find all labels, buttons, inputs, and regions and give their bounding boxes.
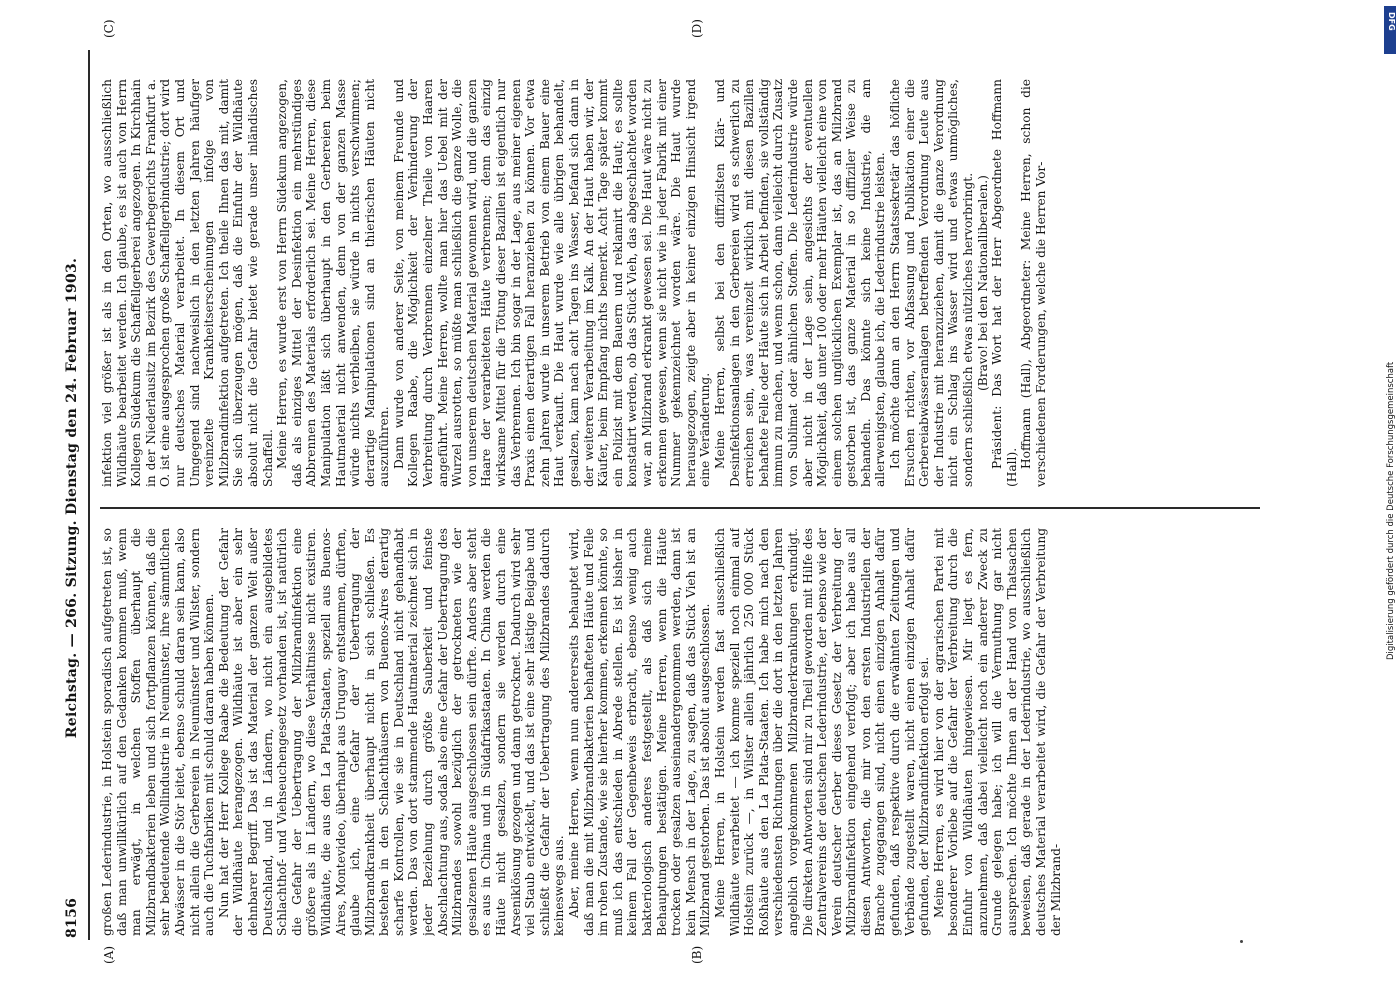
running-title: Reichstag. — 266. Sitzung. Dienstag den 24. Februar 1903.	[64, 257, 80, 739]
digitization-credit: Digitalisierung gefördert durch die Deutsche Forschungsgemeinschaft	[1386, 361, 1396, 660]
margin-marker-b: (B)	[690, 945, 704, 964]
scan-speck	[1240, 940, 1243, 943]
paragraph: Meine Herren, selbst bei den diffizilsten Klär- und Desinfektionsanlagen in den Gerbereien wird es schwerlich zu erreichen sein, was vereinzelt wirklich mit diesen Bazillen behaftete Felle oder Häute sich in Arbeit befinden, sie vollständig immun zu machen, und wenn schon, dann vielleicht durch Zusatz von Sublimat oder ähnlichen Stoffen. Die Lederindustrie würde aber nicht in der Lage sein, angesichts der eventuellen Möglichkeit, daß unter 100 oder mehr Häuten vielleicht eine von einem solchen unglücklichen Exemplar ist, das an Milzbrand gestorben ist, das ganze Material in so diffiziler Weise zu behandeln. Das könnte sich keine Industrie, die am allerwenigsten, glaube ich, die Lederindustrie leisten.	[712, 79, 888, 487]
paragraph: großen Lederindustrie, in Holstein sporadisch aufgetreten ist, so daß man unwillkürlich auf den Gedanken kommen muß, wenn man erwägt, in welchen Stoffen überhaupt die Milzbrandbakterien leben und sich fortpflanzen können, daß die sehr bedeutende Wollindustrie in Neumünster, ihre sämmtlichen Abwässer in die Stör leitet, ebenso schuld daran sein kann, also nicht allein die Gerbereien in Neumünster und Wilster, sondern auch die Tuchfabriken mit schuld daran haben können.	[100, 528, 217, 936]
column-divider	[100, 507, 1260, 509]
speaker-statement: Hoffmann (Hall), Abgeordneter: Meine Herren, schon die verschiedenen Forderungen, welche die Herren Vor-	[1019, 79, 1048, 487]
left-text-column	[100, 528, 1260, 936]
margin-marker-d: (D)	[690, 19, 704, 38]
paragraph: Ich möchte dann an den Herrn Staatssekretär das höfliche Ersuchen richten, vor Abfassung und Publikation einer die Gerbereiabwässeranlagen betreffenden Verordnung Leute aus der Industrie mit heranzuziehen, damit die ganze Verordnung nicht ein Schlag ins Wasser wird und etwas unmögliches, sondern schließlich etwas nützliches hervorbringt.	[888, 79, 976, 487]
margin-marker-c: (C)	[102, 19, 116, 38]
paragraph: Aber, meine Herren, wenn nun andererseits behauptet wird, daß man die mit Milzbrandbakterien behafteten Häute und Felle im rohen Zustande, wie sie hierher kommen, erkennen könnte, so muß ich das entschieden in Abrede stellen. Es ist bisher in keinem Fall der Gegenbeweis erbracht, ebenso wenig auch bakteriologisch anderes festgestellt, als daß sich meine Behauptungen bestätigen. Meine Herren, wenn die Häute trocken oder gesalzen auseinandergenommen werden, dann ist kein Mensch in der Lage, zu sagen, daß das Stück Vieh ist an Milzbrand gestorben. Das ist absolut ausgeschlossen.	[567, 528, 713, 936]
paragraph: Nun hat der Herr Kollege Raabe die Bedeutung der Gefahr der Wildhäute herangezogen. Wildhäute ist aber ein sehr dehnbarer Begriff. Das ist das Material der ganzen Welt außer Deutschland, und in Ländern, wo nicht ein ausgebildetes Schlachthof- und Viehseuchengesetz vorhanden ist, ist natürlich die Gefahr der Uebertragung der Milzbrandinfektion eine größere als in Ländern, wo diese Verhältnisse nicht existiren. Wildhäute, die aus den La Plata-Staaten, speziell aus Buenos-Aires, Montevideo, überhaupt aus Uruguay entstammen, dürften, glaube ich, eine Gefahr der Uebertragung der Milzbrandkrankheit überhaupt nicht in sich schließen. Es bestehen in den Schlachthäusern von Buenos-Aires derartig scharfe Kontrollen, wie sie in Deutschland nicht gehandhabt werden. Das von dort stammende Hautmaterial zeichnet sich in jeder Beziehung durch größte Sauberkeit und feinste Abschlachtung aus, sodaß also eine Gefahr der Uebertragung des Milzbrandes sowohl bezüglich der getrockneten wie der gesalzenen Häute ausgeschlossen sein dürfte. Anders aber steht es aus in China und in Südafrikastaaten. In China werden die Häute nicht gesalzen, sondern sie werden durch eine Arseniklösung gezogen und dann getrocknet. Dadurch wird sehr viel Staub entwickelt, und das ist eine sehr lästige Beigabe und schließt die Gefahr der Uebertragung des Milzbrandes dadurch keineswegs aus.	[216, 528, 567, 936]
paragraph: Meine Herren, es wurde erst von Herrn Südekum angezogen, daß als einziges Mittel der Desinfektion ein mehrstündiges Abbrennen des Materials erforderlich sei. Meine Herren, diese Manipulation läßt sich überhaupt in den Gerbereien beim Hautmaterial nicht anwenden, denn von der ganzen Masse würde nichts verbleiben, sie würde in nichts verschwimmen; derartige Manipulationen sind an thierischen Häuten nicht auszuführen.	[275, 79, 392, 487]
president-statement: Präsident: Das Wort hat der Herr Abgeordnete Hoffmann (Hall).	[990, 79, 1019, 487]
paragraph: Meine Herren, in Holstein werden fast ausschließlich Wildhäute verarbeitet — ich komme speziell noch einmal auf Holstein zurück —, in Wilster allein jährlich 250 000 Stück Roßhäute aus den La Plata-Staaten. Ich habe mich nach den verschiedensten Richtungen über die dort in den letzten Jahren angeblich vorgekommenen Milzbranderkrankungen erkundigt. Die direkten Antworten sind mir zu Theil geworden mit Hilfe des Zentralvereins der deutschen Lederindustrie, der ebenso wie der Verein deutscher Gerber dieses Gesetz der Verbreitung der Milzbrandinfektion eingehend verfolgt; aber ich habe aus all diesen Antworten, die mir von den ersten Industriellen der Branche zugegangen sind, nicht einen einzigen Anhalt dafür gefunden, daß respektive durch die erwähnten Zeitungen und Verbände zugestellt waren, nicht einen einzigen Anhalt dafür gefunden, der Milzbrandinfektion erfolgt sei.	[712, 528, 932, 936]
paragraph: Meine Herren, es wird hier von der agrarischen Partei mit besonderer Vorliebe auf die Gefahr der Verbreitung durch die Einfuhr von Wildhäuten hingewiesen. Mir liegt es fern, anzunehmen, daß dabei vielleicht noch ein anderer Zweck zu Grunde gelegen habe; ich will die Vermuthung gar nicht aussprechen. Ich möchte Ihnen an der Hand von Thatsachen beweisen, daß gerade in der Lederindustrie, wo ausschließlich deutsches Material verarbeitet wird, die Gefahr der Verbreitung der Milzbrand-	[931, 528, 1063, 936]
paragraph: Dann wurde von anderer Seite, von meinem Freunde und Kollegen Raabe, die Möglichkeit der Verhinderung der Verbreitung durch Verbrennen einzelner Theile von Haaren angeführt. Meine Herren, wollte man hier das Uebel mit der Wurzel ausrotten, so müßte man schließlich die ganze Wolle, die von unserem deutschen Material gewonnen wird, und die ganzen Haare der verarbeiteten Häute verbrennen; denn das einzig wirksame Mittel für die Tötung dieser Bazillen ist eigentlich nur das Verbrennen. Ich bin sogar in der Lage, aus meiner eigenen Praxis einen derartigen Fall heranziehen zu können. Vor etwa zehn Jahren wurde in unserem Betrieb von einem Bauer eine Haut verkauft. Die Haut wurde wie alle übrigen behandelt, gesalzen, kam nach acht Tagen ins Wasser, befand sich dann in der weiteren Verarbeitung im Kalk. An der Haut haben wir, der Käufer, beim Empfang nichts bemerkt. Acht Tage später kommt ein Polizist mit dem Bauern und reklamirt die Haut; es sollte konstatirt werden, ob das Stück Vieh, das abgeschlachtet worden war, an Milzbrand erkrankt gewesen sei. Die Haut wäre nicht zu erkennen gewesen, wenn sie nicht wie in jeder Fabrik mit einer Nummer gekennzeichnet worden wäre. Die Haut wurde herausgezogen, zeigte aber in keiner einzigen Hinsicht irgend eine Veränderung.	[391, 79, 713, 487]
header-rule	[88, 50, 90, 940]
applause-note: (Bravo! bei den Nationalliberalen.)	[975, 175, 990, 391]
paragraph: infektion viel größer ist als in den Orten, wo ausschließlich Wildhäute bearbeitet werden. Ich glaube, es ist auch von Herrn Kollegen Südekum die Schaffellgerberei angezogen. In Kirchhain in der Niederlausitz im Bezirk des Gewerbegerichts Frankfurt a. O. ist eine ausgesprochen große Schaffellgerbindustrie; dort wird nur deutsches Material verarbeitet. In diesem Ort und Umgegend sind nachweislich in den letzten Jahren häufiger vereinzelte Krankheitserscheinungen infolge von Milzbrandinfektion aufgetreten. Ich theile Ihnen das mit, damit Sie sich überzeugen mögen, daß die Einfuhr der Wildhäute absolut nicht die Gefahr bietet wie gerade unser inländisches Schaffell.	[100, 79, 275, 487]
right-text-column	[100, 79, 1260, 487]
margin-marker-a: (A)	[102, 945, 116, 964]
dfg-logo	[1384, 6, 1396, 54]
page-number: 8156	[64, 897, 80, 938]
dfg-logo-text: DFG	[1387, 12, 1396, 31]
running-header	[60, 58, 86, 938]
